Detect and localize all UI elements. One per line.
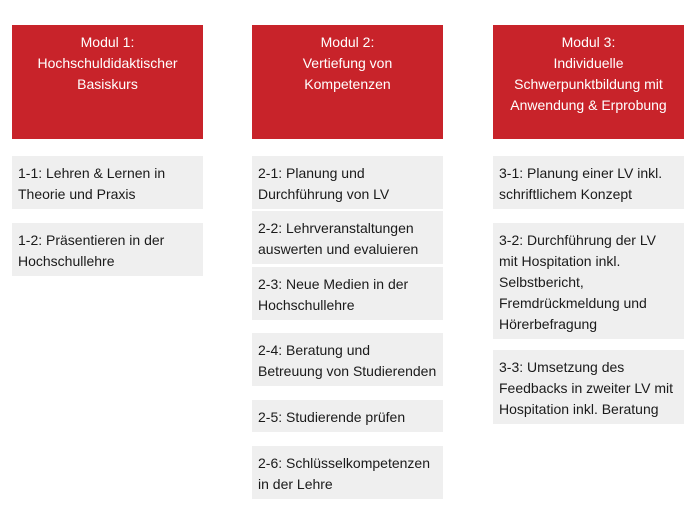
module-2-item-1 bbox=[252, 156, 443, 209]
module-2-item-6 bbox=[252, 446, 443, 499]
module-1-header-line: Hochschuldidaktischer bbox=[37, 55, 178, 71]
module-3-item-3 bbox=[493, 350, 684, 424]
module-2-header-line: Vertiefung von bbox=[302, 55, 393, 71]
item-line: 2-2: Lehrveranstaltungen bbox=[258, 220, 414, 236]
item-line: Hospitation inkl. Beratung bbox=[499, 401, 659, 417]
module-2-header bbox=[252, 25, 443, 139]
module-1-header-line: Basiskurs bbox=[77, 76, 138, 92]
item-line: Hörerbefragung bbox=[499, 316, 598, 332]
item-line: 2-5: Studierende prüfen bbox=[258, 409, 406, 425]
module-3-item-1 bbox=[493, 156, 684, 209]
module-2-item-5 bbox=[252, 400, 443, 432]
module-2-item-3 bbox=[252, 267, 443, 320]
module-2-header-line: Kompetenzen bbox=[304, 76, 391, 92]
item-line: 2-1: Planung und bbox=[258, 165, 365, 181]
item-line: in der Lehre bbox=[258, 476, 333, 492]
item-line: Durchführung von LV bbox=[258, 186, 390, 202]
item-line: Hochschullehre bbox=[258, 297, 355, 313]
item-line: Betreuung von Studierenden bbox=[258, 363, 437, 379]
module-3-item-2 bbox=[493, 223, 684, 339]
module-2-header-line: Modul 2: bbox=[320, 34, 375, 50]
item-line: 3-2: Durchführung der LV bbox=[499, 232, 656, 248]
item-line: Theorie und Praxis bbox=[18, 186, 136, 202]
module-1-header-line: Modul 1: bbox=[80, 34, 135, 50]
module-3-header-line: Anwendung & Erprobung bbox=[510, 97, 667, 113]
item-line: Selbstbericht, bbox=[499, 274, 584, 290]
module-2-item-4 bbox=[252, 333, 443, 386]
item-line: 2-6: Schlüsselkompetenzen bbox=[258, 455, 430, 471]
module-3-header-line: Modul 3: bbox=[561, 34, 616, 50]
module-3-header bbox=[493, 25, 684, 139]
item-line: Feedbacks in zweiter LV mit bbox=[499, 380, 674, 396]
item-line: 1-2: Präsentieren in der bbox=[18, 232, 165, 248]
module-3-header-line: Individuelle bbox=[553, 55, 624, 71]
item-line: 2-4: Beratung und bbox=[258, 342, 371, 358]
item-line: 2-3: Neue Medien in der bbox=[258, 276, 409, 292]
item-line: 1-1: Lehren & Lernen in bbox=[18, 165, 166, 181]
item-line: mit Hospitation inkl. bbox=[499, 253, 621, 269]
module-2-item-2 bbox=[252, 211, 443, 264]
item-line: schriftlichem Konzept bbox=[499, 186, 633, 202]
module-1-item-1 bbox=[12, 156, 203, 209]
module-3-header-line: Schwerpunktbildung mit bbox=[514, 76, 663, 92]
module-1-header bbox=[12, 25, 203, 139]
module-1-item-2 bbox=[12, 223, 203, 276]
item-line: Hochschullehre bbox=[18, 253, 115, 269]
item-line: Fremdrückmeldung und bbox=[499, 295, 647, 311]
item-line: 3-3: Umsetzung des bbox=[499, 359, 625, 375]
item-line: 3-1: Planung einer LV inkl. bbox=[499, 165, 663, 181]
item-line: auswerten und evaluieren bbox=[258, 241, 419, 257]
